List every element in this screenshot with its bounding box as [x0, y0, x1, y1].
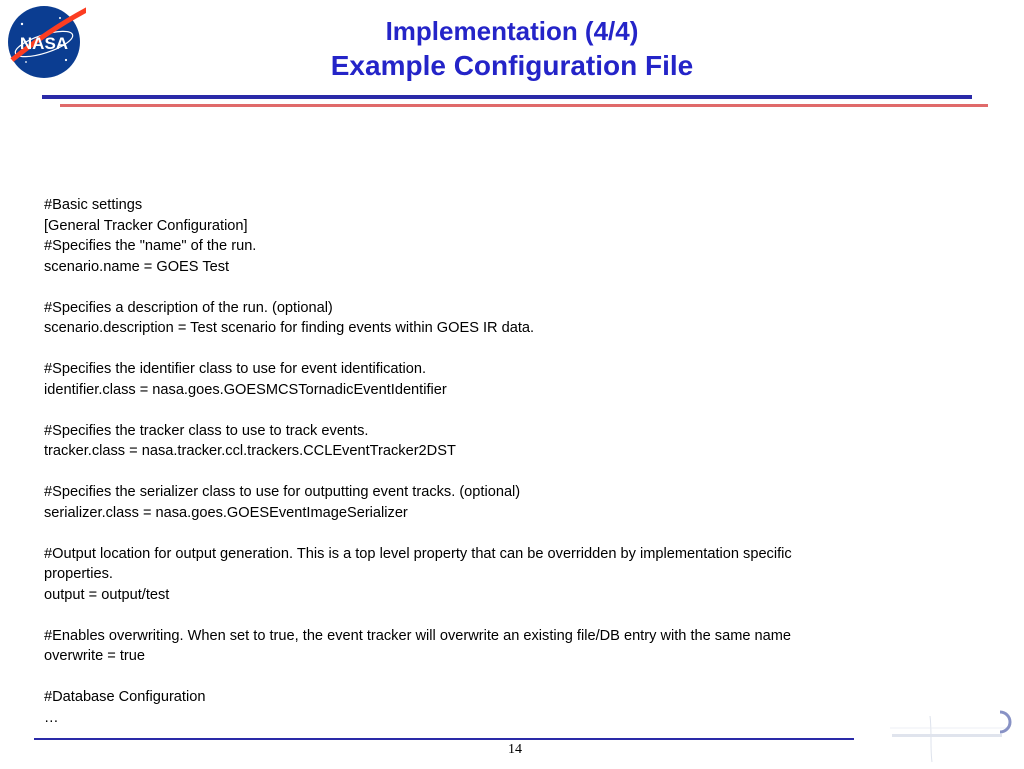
config-line: identifier.class = nasa.goes.GOESMCSTornadicEventIdentifier	[44, 381, 447, 398]
blank-line	[44, 339, 974, 360]
title-line-2: Example Configuration File	[330, 50, 694, 81]
config-line: properties.	[44, 566, 113, 582]
config-line: #Specifies the serializer class to use for outputting event tracks. (optional)	[44, 484, 521, 500]
config-line: #Output location for output generation. This is a top level property that can be overridden by implementation specific	[44, 545, 792, 562]
config-line: serializer.class = nasa.goes.GOESEventImageSerializer	[44, 504, 408, 521]
blank-line	[44, 605, 974, 626]
config-line: scenario.name = GOES Test	[44, 258, 230, 275]
footer-watermark-logo	[860, 708, 1024, 764]
config-line: #Enables overwriting. When set to true, the event tracker will overwrite an existing file/DB entry with the same name	[44, 627, 792, 644]
config-line: scenario.description = Test scenario for finding events within GOES IR data.	[44, 320, 535, 336]
config-line: tracker.class = nasa.tracker.ccl.trackers.CCLEventTracker2DST	[44, 443, 456, 459]
config-line: #Specifies the "name" of the run.	[44, 238, 257, 254]
config-line: #Database Configuration	[44, 689, 206, 705]
blank-line	[44, 462, 974, 483]
config-file-text	[44, 195, 974, 728]
blank-line	[44, 667, 974, 688]
blank-line	[44, 400, 974, 421]
slide-title	[0, 14, 1024, 84]
blank-line	[44, 523, 974, 544]
blank-line	[44, 277, 974, 298]
config-line: overwrite = true	[44, 648, 145, 664]
title-line-1: Implementation (4/4)	[385, 16, 639, 46]
header-rule-blue	[42, 95, 972, 99]
config-line: #Specifies the identifier class to use for event identification.	[44, 361, 427, 377]
config-line: output = output/test	[44, 586, 170, 603]
config-line: [General Tracker Configuration]	[44, 217, 248, 234]
config-line: #Specifies a description of the run. (optional)	[44, 299, 333, 316]
config-line: #Specifies the tracker class to use to track events.	[44, 422, 369, 439]
nasa-logo-text: NASA	[19, 34, 69, 53]
header-rule-red	[60, 104, 988, 107]
config-line: #Basic settings	[44, 197, 143, 213]
page-number: 14	[508, 742, 522, 757]
footer-rule	[34, 738, 854, 740]
config-line: …	[44, 709, 59, 726]
